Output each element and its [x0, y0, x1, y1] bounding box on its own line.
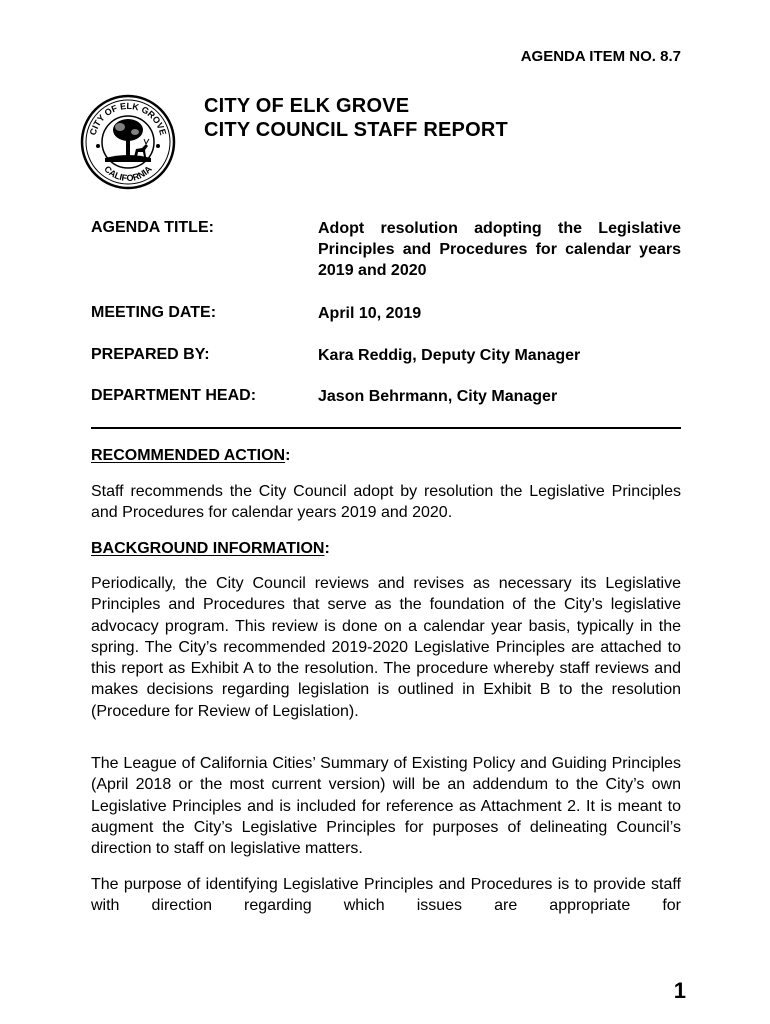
seal-top-text: CITY OF ELK GROVE — [87, 100, 169, 137]
recommended-action-paragraph: Staff recommends the City Council adopt by resolution the Legislative Principles and Procedures for calendar years 2019 and 2020. — [91, 483, 681, 522]
seal-bottom-text: CALIFORNIA — [102, 163, 154, 184]
prepared-by-value: Kara Reddig, Deputy City Manager — [318, 347, 581, 364]
background-heading: BACKGROUND INFORMATION: — [91, 540, 330, 557]
background-paragraph-1: Periodically, the City Council reviews and revises as necessary its Legislative Principles and Procedures that serve as the foundation of the City’s legislative advocacy program. This review is done on a calendar year basis, typically in the spring. The City’s recommended 2019-2020 Legislative Principles are attached to this report as Exhibit A to the resolution. The procedure whereby staff reviews and makes decisions regarding legislation is outlined in Exhibit B to the resolution (Procedure for Review of Legislation). — [91, 575, 681, 720]
page-number: 1 — [673, 978, 686, 1003]
recommended-action-heading: RECOMMENDED ACTION: — [91, 447, 291, 464]
meeting-date-label: MEETING DATE: — [91, 304, 217, 321]
report-title-city: CITY OF ELK GROVE — [204, 95, 410, 117]
meeting-date-value: April 10, 2019 — [318, 305, 422, 322]
background-paragraph-3: The purpose of identifying Legislative Principles and Procedures is to provide staff with direction regarding which issues are appropriate for — [91, 876, 681, 915]
department-head-label: DEPARTMENT HEAD: — [91, 387, 257, 404]
department-head-value: Jason Behrmann, City Manager — [318, 388, 558, 405]
background-paragraph-2: The League of California Cities’ Summary of Existing Policy and Guiding Principles (April 2018 or the most current version) will be an addendum to the City’s own Legislative Principles and is included for reference as Attachment 2. It is meant to augment the City’s Legislative Principles for purposes of delineating Council’s direction to staff on legislative matters. — [91, 755, 681, 858]
agenda-item-number: AGENDA ITEM NO. 8.7 — [520, 48, 681, 65]
agenda-title-value: Adopt resolution adopting the Legislative Principles and Procedures for calendar years 2019 and 2020 — [318, 220, 681, 279]
report-title-type: CITY COUNCIL STAFF REPORT — [204, 119, 508, 141]
prepared-by-label: PREPARED BY: — [91, 346, 210, 363]
header-divider — [91, 427, 681, 429]
agenda-title-label: AGENDA TITLE: — [91, 219, 214, 236]
city-seal-logo — [80, 94, 176, 190]
